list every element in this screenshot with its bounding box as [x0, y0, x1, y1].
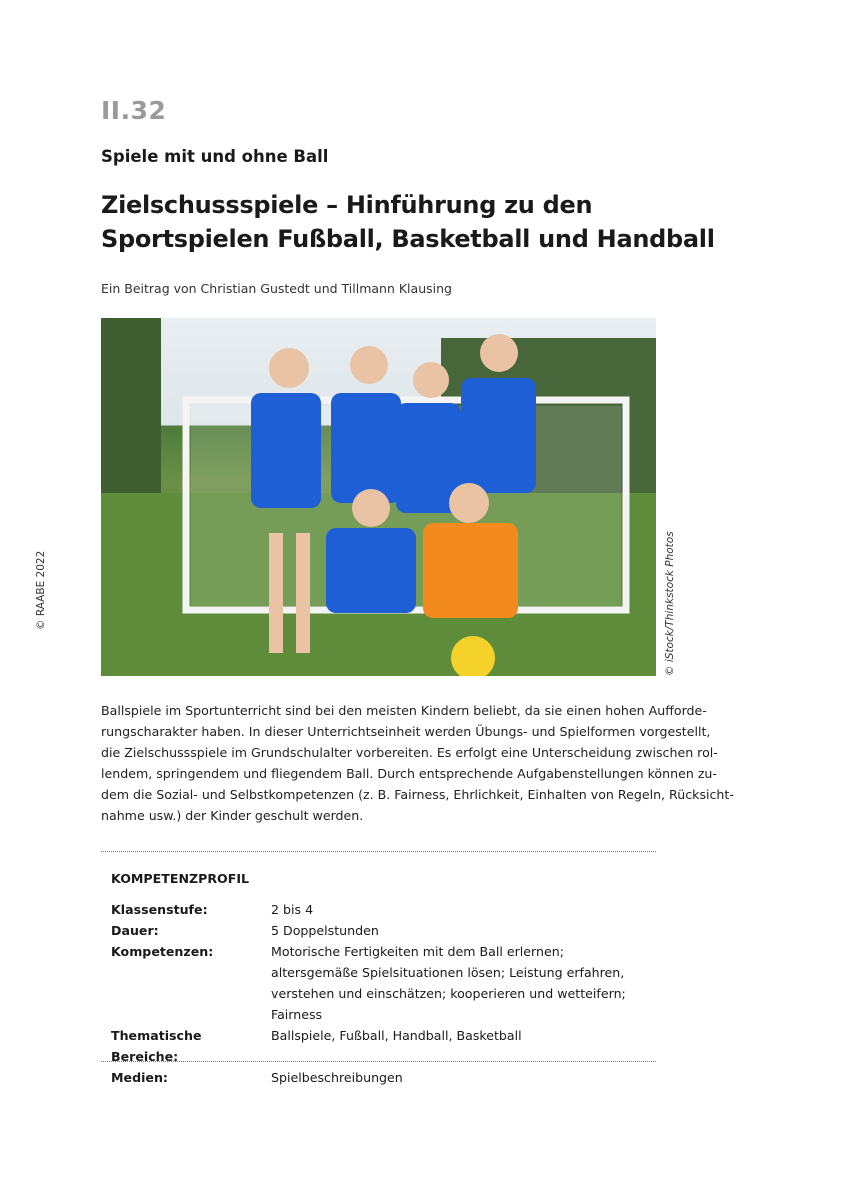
photo-children-soccer-goal	[101, 318, 656, 676]
competence-profile	[111, 868, 651, 1088]
profile-heading: KOMPETENZPROFIL	[111, 871, 250, 886]
profile-row	[111, 1067, 651, 1088]
intro-line: nahme usw.) der Kinder geschult werden.	[101, 808, 364, 823]
intro-line: die Zielschussspiele im Grundschulalter vorbereiten. Es erfolgt eine Unterscheidung zwischen rol-	[101, 745, 718, 760]
title-line: Sportspielen Fußball, Basketball und Handball	[101, 225, 715, 253]
unit-code: II.32	[101, 96, 167, 125]
intro-paragraph	[101, 700, 734, 826]
photo-credit: © iStock/Thinkstock Photos	[664, 531, 676, 676]
author-line: Ein Beitrag von Christian Gustedt und Tillmann Klausing	[101, 281, 452, 296]
page-title	[101, 188, 715, 256]
row-value: 2 bis 4	[271, 902, 314, 917]
row-label: Dauer:	[111, 923, 159, 938]
row-value: Spielbeschreibungen	[271, 1070, 403, 1085]
intro-line: dem die Sozial- und Selbstkompetenzen (z. B. Fairness, Ehrlichkeit, Einhalten von Regeln, Rücksicht-	[101, 787, 734, 802]
profile-row	[111, 899, 651, 920]
photo-illustration	[101, 318, 656, 676]
intro-line: rungscharakter haben. In dieser Unterrichtseinheit werden Übungs- und Spielformen vorgestellt,	[101, 724, 711, 739]
profile-row	[111, 920, 651, 941]
intro-line: lendem, springendem und fliegendem Ball. Durch entsprechende Aufgabenstellungen können zu-	[101, 766, 717, 781]
row-label: Kompetenzen:	[111, 944, 214, 959]
row-value: Motorische Fertigkeiten mit dem Ball erlernen; altersgemäße Spielsituationen lösen; Leistung erfahren, verstehen und einschätzen; kooperieren und wetteifern; Fairness	[271, 944, 626, 1022]
intro-line: Ballspiele im Sportunterricht sind bei den meisten Kindern beliebt, da sie einen hohen Aufforde-	[101, 703, 707, 718]
copyright-notice: © RAABE 2022	[35, 550, 47, 630]
row-value: 5 Doppelstunden	[271, 923, 379, 938]
profile-row	[111, 941, 651, 1025]
row-label: Medien:	[111, 1070, 168, 1085]
row-value: Ballspiele, Fußball, Handball, Basketball	[271, 1028, 522, 1043]
divider-top	[101, 851, 656, 852]
title-line: Zielschussspiele – Hinführung zu den	[101, 191, 593, 219]
divider-bottom	[101, 1061, 656, 1062]
row-label: Klassenstufe:	[111, 902, 208, 917]
row-label: Thematische Bereiche:	[111, 1028, 202, 1064]
series-title: Spiele mit und ohne Ball	[101, 147, 329, 166]
